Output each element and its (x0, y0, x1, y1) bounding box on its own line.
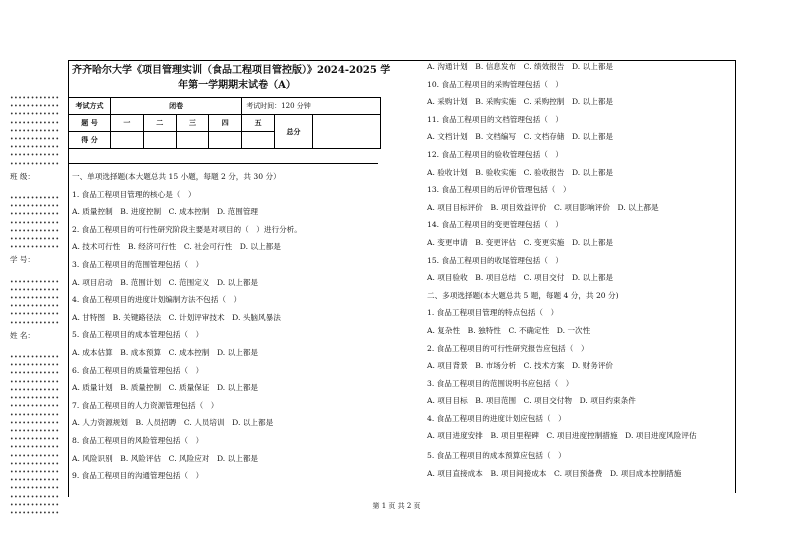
question-line: A. 成本估算 B. 成本预算 C. 成本控制 D. 以上都是 (72, 347, 259, 357)
binding-margin (10, 95, 60, 518)
question-line: 4. 食品工程项目的进度计划应包括（ ） (427, 413, 566, 423)
col-3: 三 (176, 115, 209, 132)
question-line: 5. 食品工程项目的成本预算应包括（ ） (427, 451, 566, 461)
question-line: 4. 食品工程项目的进度计划编制方法不包括（ ） (72, 295, 242, 305)
exam-mode: 闭卷 (111, 98, 242, 115)
exam-time: 考试时间：120 分钟 (242, 98, 381, 115)
question-line: A. 项目背景 B. 市场分析 C. 技术方案 D. 财务评价 (427, 361, 614, 371)
question-line: A. 技术可行性 B. 经济可行性 C. 社会可行性 D. 以上都是 (72, 242, 281, 252)
question-line: 2. 食品工程项目的可行性研究阶段主要是对项目的（ ）进行分析。 (72, 224, 302, 234)
question-line: A. 甘特图 B. 关键路径法 C. 计划评审技术 D. 头脑风暴法 (72, 312, 281, 322)
class-label: 班 级： (10, 171, 35, 181)
cut-line-dots: •••••••••••• (10, 362, 60, 370)
cut-line-dots: •••••••••••• (10, 452, 60, 460)
cut-line-dots: •••••••••••• (10, 436, 60, 444)
question-line: A. 项目直接成本 B. 项目间接成本 C. 项目预备费 D. 项目成本控制措施 (427, 469, 682, 479)
cut-line-dots: •••••••••••• (10, 460, 60, 468)
cut-line-dots: •••••••••••• (10, 227, 60, 235)
question-line: A. 项目进度安排 B. 项目里程碑 C. 项目进度控制措施 D. 项目进度风险评估 (427, 431, 697, 441)
cut-line-dots: •••••••••••• (10, 378, 60, 386)
exam-mode-label: 考试方式 (69, 98, 111, 115)
cut-line-dots: •••••••••••• (10, 144, 60, 152)
name-label: 姓 名： (10, 330, 35, 340)
cut-line-dots: •••••••••••• (10, 195, 60, 203)
score-cell[interactable] (176, 132, 209, 149)
col-4: 四 (209, 115, 242, 132)
divider (68, 163, 378, 164)
cut-line-dots: •••••••••••• (10, 395, 60, 403)
section-heading: 一、单项选择题(本大题总共 15 小题，每题 2 分，共 30 分） (72, 172, 281, 181)
title-line-2: 年第一学期期末试卷（A） (178, 80, 296, 91)
col-5: 五 (242, 115, 275, 132)
question-line: 8. 食品工程项目的风险管理包括（ ） (72, 435, 204, 445)
score-label: 得 分 (69, 132, 111, 149)
exam-title (72, 63, 402, 93)
cut-line-dots: •••••••••••• (10, 319, 60, 327)
score-cell[interactable] (143, 132, 176, 149)
score-cell[interactable] (111, 132, 144, 149)
question-line: 1. 食品工程项目管理的核心是（ ） (72, 189, 196, 199)
question-line: A. 项目目标 B. 项目范围 C. 项目交付物 D. 项目约束条件 (427, 396, 636, 406)
question-line: 二、多项选择题(本大题总共 5 题，每题 4 分，共 20 分) (427, 290, 619, 300)
question-line: 9. 食品工程项目的沟通管理包括（ ） (72, 471, 204, 481)
question-line: 7. 食品工程项目的人力资源管理包括（ ） (72, 400, 219, 410)
question-line: A. 采购计划 B. 采购实施 C. 采购控制 D. 以上都是 (427, 97, 614, 107)
cut-line-dots: •••••••••••• (10, 278, 60, 286)
cut-line-dots: •••••••••••• (10, 501, 60, 509)
cut-line-dots: •••••••••••• (10, 403, 60, 411)
left-column (72, 168, 302, 485)
cut-line-dots: •••••••••••• (10, 485, 60, 493)
question-line: 10. 食品工程项目的采购管理包括（ ） (427, 79, 563, 89)
cut-line-dots: •••••••••••• (10, 493, 60, 501)
question-line: 11. 食品工程项目的文档管理包括（ ） (427, 114, 563, 124)
question-line: A. 风险识别 B. 风险评估 C. 风险应对 D. 以上都是 (72, 453, 259, 463)
cut-line-dots: •••••••••••• (10, 219, 60, 227)
question-line: 5. 食品工程项目的成本管理包括（ ） (72, 330, 204, 340)
cut-line-dots: •••••••••••• (10, 152, 60, 160)
cut-line-dots: •••••••••••• (10, 160, 60, 168)
cut-line-dots: •••••••••••• (10, 354, 60, 362)
total-score-cell[interactable] (313, 115, 381, 149)
cut-line-dots: •••••••••••• (10, 370, 60, 378)
cut-line-dots: •••••••••••• (10, 509, 60, 517)
cut-line-dots: •••••••••••• (10, 236, 60, 244)
cut-line-dots: •••••••••••• (10, 303, 60, 311)
cut-line-dots: •••••••••••• (10, 203, 60, 211)
cut-line-dots: •••••••••••• (10, 386, 60, 394)
cut-line-dots: •••••••••••• (10, 311, 60, 319)
cut-line-dots: •••••••••••• (10, 95, 60, 102)
page-footer: 第 1 页 共 2 页 (372, 502, 421, 510)
score-table (68, 97, 381, 149)
question-line: 3. 食品工程项目的范围管理包括（ ） (72, 259, 204, 269)
cut-line-dots: •••••••••••• (10, 419, 60, 427)
question-number-label: 题 号 (69, 115, 111, 132)
student-id-label: 学 号： (10, 255, 35, 265)
question-line: 1. 食品工程项目管理的特点包括（ ） (427, 308, 559, 318)
question-line: A. 复杂性 B. 独特性 C. 不确定性 D. 一次性 (427, 325, 591, 335)
question-line: 2. 食品工程项目的可行性研究报告应包括（ ） (427, 343, 589, 353)
title-line-1: 齐齐哈尔大学《项目管理实训（食品工程项目管控版）》2024-2025 学 (72, 65, 391, 76)
question-line: 15. 食品工程项目的收尾管理包括（ ） (427, 255, 563, 265)
cut-line-dots: •••••••••••• (10, 295, 60, 303)
question-line: A. 质量控制 B. 进度控制 C. 成本控制 D. 范围管理 (72, 207, 259, 217)
question-line: A. 文档计划 B. 文档编写 C. 文档存储 D. 以上都是 (427, 132, 614, 142)
question-line: A. 项目启动 B. 范围计划 C. 范围定义 D. 以上都是 (72, 277, 259, 287)
score-cell[interactable] (242, 132, 275, 149)
cut-line-dots: •••••••••••• (10, 136, 60, 144)
cut-line-dots: •••••••••••• (10, 286, 60, 294)
cut-line-dots: •••••••••••• (10, 119, 60, 127)
cut-line-dots: •••••••••••• (10, 468, 60, 476)
cut-line-dots: •••••••••••• (10, 103, 60, 111)
question-line: 3. 食品工程项目的范围说明书应包括（ ） (427, 378, 574, 388)
col-1: 一 (111, 115, 144, 132)
question-line: A. 项目目标评价 B. 项目效益评价 C. 项目影响评价 D. 以上都是 (427, 202, 659, 212)
question-line: A. 验收计划 B. 验收实施 C. 验收报告 D. 以上都是 (427, 167, 614, 177)
cut-line-dots: •••••••••••• (10, 411, 60, 419)
cut-line-dots: •••••••••••• (10, 477, 60, 485)
col-2: 二 (143, 115, 176, 132)
score-cell[interactable] (209, 132, 242, 149)
question-line: 14. 食品工程项目的变更管理包括（ ） (427, 220, 563, 230)
cut-line-dots: •••••••••••• (10, 111, 60, 119)
cut-line-dots: •••••••••••• (10, 244, 60, 252)
cut-line-dots: •••••••••••• (10, 427, 60, 435)
question-line: A. 项目验收 B. 项目总结 C. 项目交付 D. 以上都是 (427, 273, 614, 283)
cut-line-dots: •••••••••••• (10, 127, 60, 135)
question-line: A. 质量计划 B. 质量控制 C. 质量保证 D. 以上都是 (72, 383, 259, 393)
total-label: 总分 (275, 115, 313, 149)
right-column (427, 58, 732, 483)
question-line: A. 变更申请 B. 变更评估 C. 变更实施 D. 以上都是 (427, 237, 614, 247)
cut-line-dots: •••••••••••• (10, 444, 60, 452)
question-line: A. 人力资源规划 B. 人员招聘 C. 人员培训 D. 以上都是 (72, 418, 274, 428)
question-line: 13. 食品工程项目的后评价管理包括（ ） (427, 185, 571, 195)
question-line: 6. 食品工程项目的质量管理包括（ ） (72, 365, 204, 375)
question-line: A. 沟通计划 B. 信息发布 C. 绩效报告 D. 以上都是 (427, 62, 614, 71)
cut-line-dots: •••••••••••• (10, 211, 60, 219)
question-line: 12. 食品工程项目的验收管理包括（ ） (427, 149, 563, 159)
